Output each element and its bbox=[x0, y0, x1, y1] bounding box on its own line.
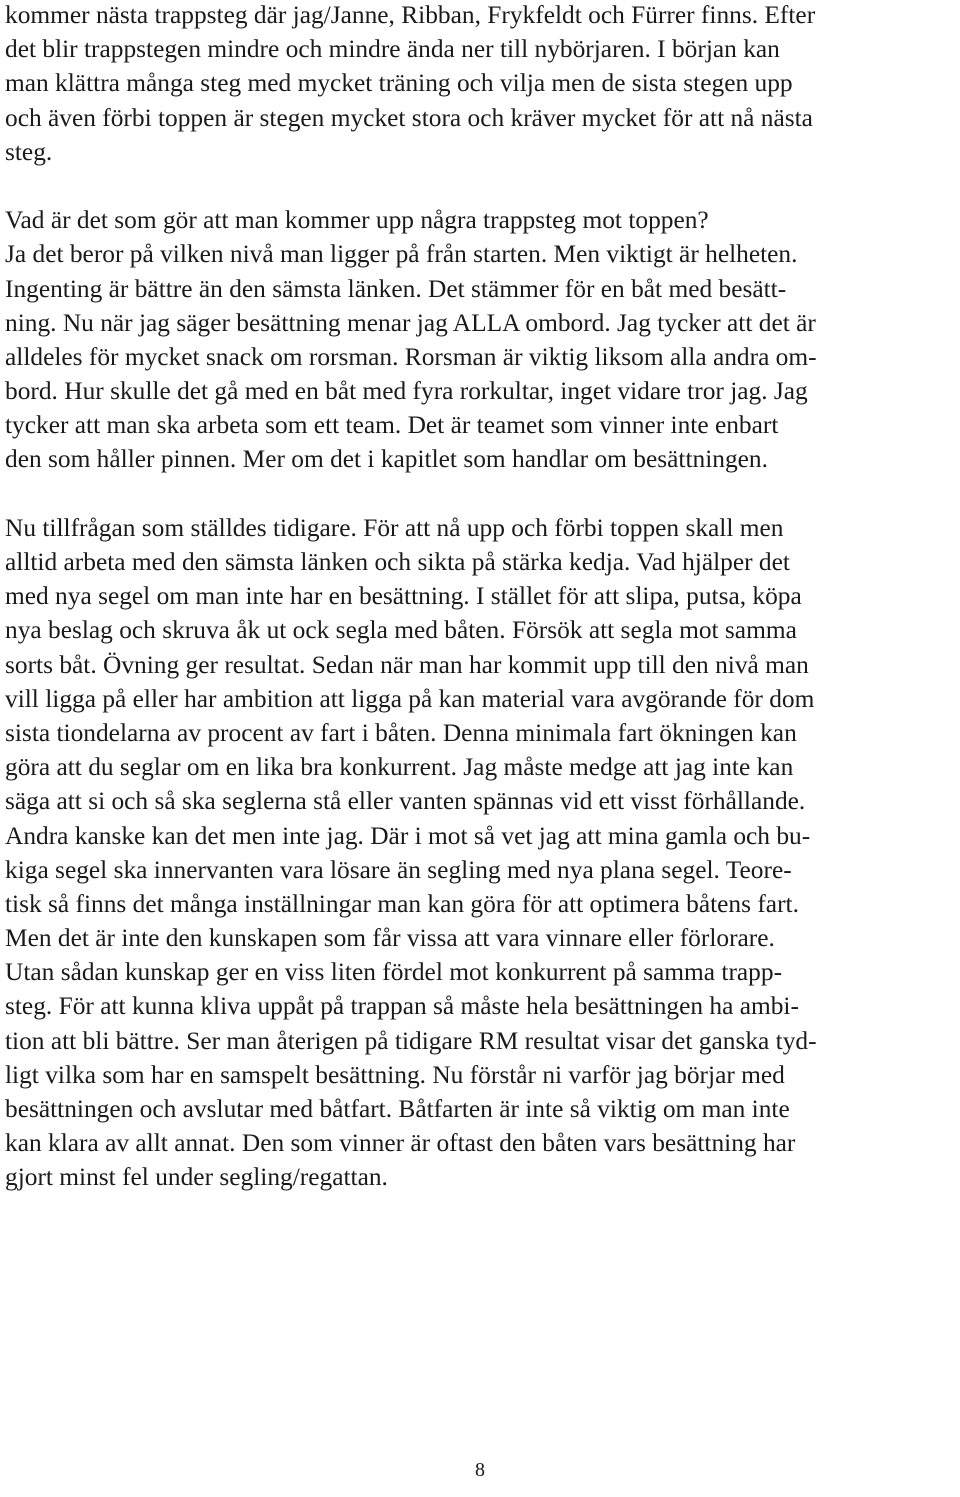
text-line: Nu tillfrågan som ställdes tidigare. För att nå upp och förbi toppen skall men bbox=[5, 513, 784, 542]
text-line: sorts båt. Övning ger resultat. Sedan när man har kommit upp till den nivå man bbox=[5, 650, 809, 679]
text-line: Men det är inte den kunskapen som får vissa att vara vinnare eller förlorare. bbox=[5, 924, 775, 953]
text-line: gjort minst fel under segling/regattan. bbox=[5, 1163, 388, 1192]
text-line: Utan sådan kunskap ger en viss liten fördel mot konkurrent på samma trapp- bbox=[5, 958, 783, 987]
text-line: bord. Hur skulle det gå med en båt med fyra rorkultar, inget vidare tror jag. Jag bbox=[5, 377, 808, 406]
paragraph-gap bbox=[5, 477, 955, 511]
text-line: vill ligga på eller har ambition att ligga på kan material vara avgörande för dom bbox=[5, 684, 815, 713]
text-line: kiga segel ska innervanten vara lösare än segling med nya plana segel. Teore- bbox=[5, 855, 792, 884]
paragraph bbox=[5, 0, 955, 169]
text-line: med nya segel om man inte har en besättning. I stället för att slipa, putsa, köpa bbox=[5, 582, 802, 611]
text-line: kan klara av allt annat. Den som vinner är oftast den båten vars besättning har bbox=[5, 1129, 796, 1158]
page-number: 8 bbox=[475, 1459, 485, 1481]
text-line: den som håller pinnen. Mer om det i kapitlet som handlar om besättningen. bbox=[5, 445, 768, 474]
text-line: ning. Nu när jag säger besättning menar jag ALLA ombord. Jag tycker att det är bbox=[5, 308, 816, 337]
text-line: Ja det beror på vilken nivå man ligger på från starten. Men viktigt är helheten. bbox=[5, 240, 798, 269]
text-line: man klättra många steg med mycket träning och vilja men de sista stegen upp bbox=[5, 69, 793, 98]
text-line: alldeles för mycket snack om rorsman. Rorsman är viktig liksom alla andra om- bbox=[5, 342, 817, 371]
text-line: Vad är det som gör att man kommer upp några trappsteg mot toppen? bbox=[5, 206, 709, 235]
text-line: nya beslag och skruva åk ut ock segla med båten. Försök att segla mot samma bbox=[5, 616, 797, 645]
text-line: tycker att man ska arbeta som ett team. Det är teamet som vinner inte enbart bbox=[5, 411, 779, 440]
text-line: säga att si och så ska seglerna stå eller vanten spännas vid ett visst förhållande. bbox=[5, 787, 806, 816]
body-text bbox=[5, 0, 955, 1195]
text-line: ligt vilka som har en samspelt besättning. Nu förstår ni varför jag börjar med bbox=[5, 1060, 785, 1089]
text-line: det blir trappstegen mindre och mindre ända ner till nybörjaren. I början kan bbox=[5, 35, 780, 64]
text-line: göra att du seglar om en lika bra konkurrent. Jag måste medge att jag inte kan bbox=[5, 753, 794, 782]
text-line: Andra kanske kan det men inte jag. Där i mot så vet jag att mina gamla och bu- bbox=[5, 821, 811, 850]
paragraph bbox=[5, 511, 955, 1195]
text-line: alltid arbeta med den sämsta länken och sikta på stärka kedja. Vad hjälper det bbox=[5, 548, 790, 576]
text-line: besättningen och avslutar med båtfart. Båtfarten är inte så viktig om man inte bbox=[5, 1095, 790, 1123]
text-line: tion att bli bättre. Ser man återigen på tidigare RM resultat visar det ganska tyd- bbox=[5, 1026, 817, 1055]
text-line: tisk så finns det många inställningar man kan göra för att optimera båtens fart. bbox=[5, 889, 799, 918]
paragraph bbox=[5, 203, 955, 477]
text-line: kommer nästa trappsteg där jag/Janne, Ribban, Frykfeldt och Fürrer finns. Efter bbox=[5, 1, 816, 29]
text-line: steg. bbox=[5, 137, 53, 166]
paragraph-gap bbox=[5, 169, 955, 203]
text-line: och även förbi toppen är stegen mycket stora och kräver mycket för att nå nästa bbox=[5, 103, 813, 132]
text-line: steg. För att kunna kliva uppåt på trappan så måste hela besättningen ha ambi- bbox=[5, 992, 799, 1021]
text-line: sista tiondelarna av procent av fart i båten. Denna minimala fart ökningen kan bbox=[5, 718, 797, 747]
text-line: Ingenting är bättre än den sämsta länken. Det stämmer för en båt med besätt- bbox=[5, 274, 787, 303]
